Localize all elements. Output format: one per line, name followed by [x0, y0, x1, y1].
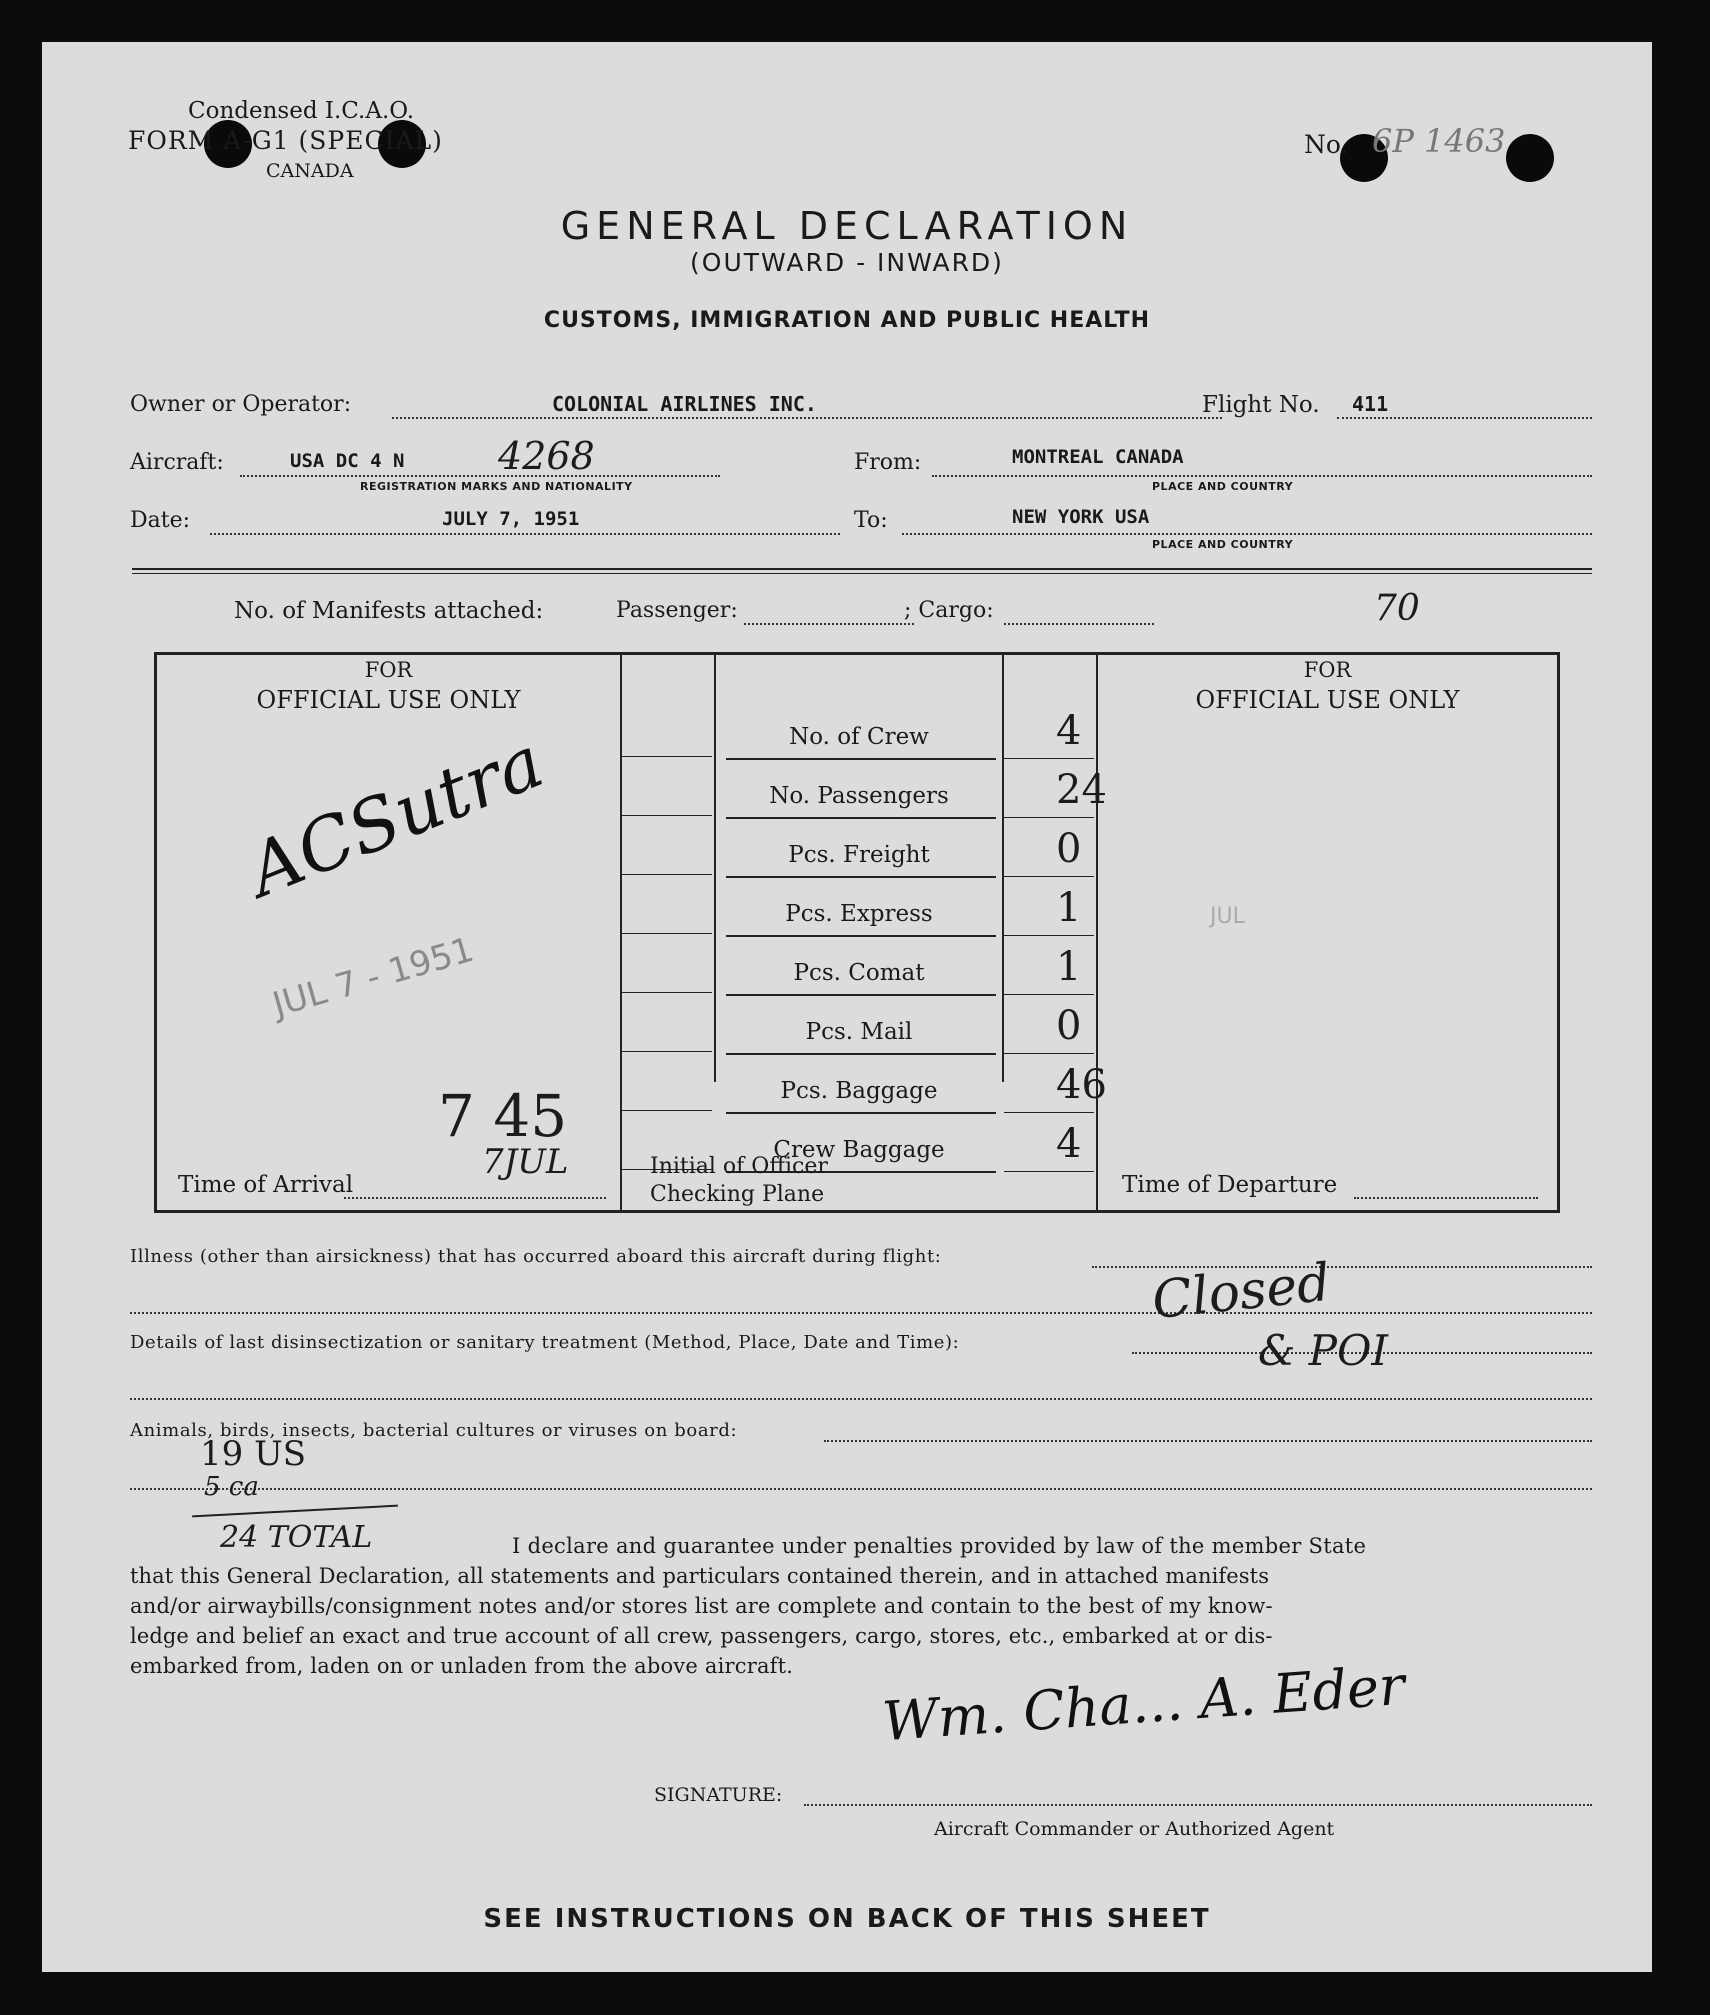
- disinsect-label: Details of last disinsectization or sanitary treatment (Method, Place, Date and Time):: [130, 1332, 960, 1353]
- manifests-cargo-label: ; Cargo:: [904, 598, 994, 623]
- from-value: MONTREAL CANADA: [1012, 446, 1184, 468]
- table-row-label: No. Passengers: [769, 783, 949, 809]
- manifests-passenger-label: Passenger:: [616, 598, 738, 623]
- aircraft-value: USA DC 4 N: [290, 450, 405, 472]
- official-left-line2: OFFICIAL USE ONLY: [256, 686, 521, 714]
- table-row-value: 4: [1056, 708, 1082, 754]
- flight-label: Flight No.: [1202, 392, 1320, 418]
- closed-note: Closed: [1149, 1252, 1334, 1332]
- table-row-value: 24: [1056, 767, 1107, 813]
- table-row-value: 0: [1056, 826, 1082, 872]
- pax-note-3: 24 TOTAL: [220, 1520, 373, 1555]
- number-label: No.: [1304, 130, 1349, 159]
- initial-label-2: Checking Plane: [650, 1182, 825, 1207]
- official-signature: ACSutra: [236, 719, 555, 913]
- date-stamp-right: JUL: [1210, 904, 1245, 929]
- date-stamp-left: JUL 7 - 1951: [268, 929, 479, 1026]
- section-heading: CUSTOMS, IMMIGRATION AND PUBLIC HEALTH: [543, 308, 1151, 333]
- page-subtitle: (OUTWARD - INWARD): [690, 248, 1004, 277]
- form-line-3: CANADA: [266, 160, 354, 182]
- to-value: NEW YORK USA: [1012, 506, 1150, 528]
- aircraft-number: 4268: [498, 434, 595, 478]
- punch-hole-4: [1506, 134, 1554, 182]
- official-right-line2: OFFICIAL USE ONLY: [1195, 686, 1460, 714]
- flight-value: 411: [1352, 392, 1389, 416]
- table-row-label: Pcs. Express: [785, 901, 933, 927]
- table-row-label: Pcs. Comat: [793, 960, 925, 986]
- document-page: [42, 42, 1652, 1972]
- table-row-value: 4: [1056, 1121, 1082, 1167]
- table-row-label: Crew Baggage: [773, 1137, 945, 1163]
- animals-label: Animals, birds, insects, bacterial cultures or viruses on board:: [130, 1420, 738, 1441]
- pax-note-2: 5 ca: [204, 1472, 259, 1502]
- signature-label: SIGNATURE:: [654, 1784, 783, 1806]
- table-row-value: 1: [1056, 944, 1082, 990]
- aircraft-label: Aircraft:: [130, 450, 224, 475]
- date-label: Date:: [130, 508, 191, 533]
- table-row-label: Pcs. Mail: [805, 1019, 913, 1045]
- arrival-time-note: 7JUL: [482, 1142, 569, 1182]
- declaration-line-1: I declare and guarantee under penalties provided by law of the member State: [512, 1534, 1367, 1558]
- table-row-value: 46: [1056, 1062, 1107, 1108]
- table-row-label: Pcs. Freight: [788, 842, 930, 868]
- arrival-label: Time of Arrival: [178, 1172, 354, 1198]
- departure-label: Time of Departure: [1122, 1172, 1338, 1198]
- official-left-line1: FOR: [364, 658, 413, 682]
- declaration-line-3: and/or airwaybills/consignment notes and/or stores list are complete and contain to the best of my know-: [130, 1594, 1273, 1618]
- aircraft-caption: REGISTRATION MARKS AND NATIONALITY: [360, 480, 633, 493]
- declaration-line-2: that this General Declaration, all statements and particulars contained therein, and in attached manifests: [130, 1564, 1270, 1588]
- pax-note-1: 19 US: [200, 1434, 307, 1474]
- owner-value: COLONIAL AIRLINES INC.: [552, 392, 817, 416]
- official-right-line1: FOR: [1303, 658, 1352, 682]
- manifests-label: No. of Manifests attached:: [234, 598, 544, 624]
- from-caption: PLACE AND COUNTRY: [1152, 480, 1294, 493]
- footer-instructions: SEE INSTRUCTIONS ON BACK OF THIS SHEET: [483, 1904, 1211, 1934]
- form-line-2: FORM A-G1 (SPECIAL): [128, 126, 443, 155]
- closed-note-2: & POI: [1258, 1326, 1389, 1375]
- from-label: From:: [854, 450, 922, 475]
- page-title: GENERAL DECLARATION: [560, 204, 1134, 248]
- form-line-1: Condensed I.C.A.O.: [188, 98, 415, 124]
- form-number: 6P 1463: [1372, 122, 1506, 160]
- table-row-value: 1: [1056, 885, 1082, 931]
- to-caption: PLACE AND COUNTRY: [1152, 538, 1294, 551]
- date-value: JULY 7, 1951: [442, 508, 580, 530]
- to-label: To:: [854, 508, 888, 533]
- table-row-label: No. of Crew: [789, 724, 929, 750]
- owner-label: Owner or Operator:: [130, 392, 352, 417]
- table-row-label: Pcs. Baggage: [780, 1078, 938, 1104]
- illness-label: Illness (other than airsickness) that has occurred aboard this aircraft during flight:: [130, 1246, 942, 1267]
- declaration-line-4: ledge and belief an exact and true account of all crew, passengers, cargo, stores, etc., embarked at or dis-: [130, 1624, 1273, 1648]
- table-row-value: 0: [1056, 1003, 1082, 1049]
- declaration-line-5: embarked from, laden on or unladen from the above aircraft.: [130, 1654, 794, 1678]
- manifests-handwritten: 70: [1374, 588, 1420, 629]
- signature-caption: Aircraft Commander or Authorized Agent: [934, 1818, 1335, 1840]
- initial-label-1: Initial of Officer: [650, 1154, 828, 1179]
- commander-signature: Wm. Cha... A. Eder: [880, 1653, 1407, 1754]
- arrival-time: 7 45: [438, 1082, 568, 1150]
